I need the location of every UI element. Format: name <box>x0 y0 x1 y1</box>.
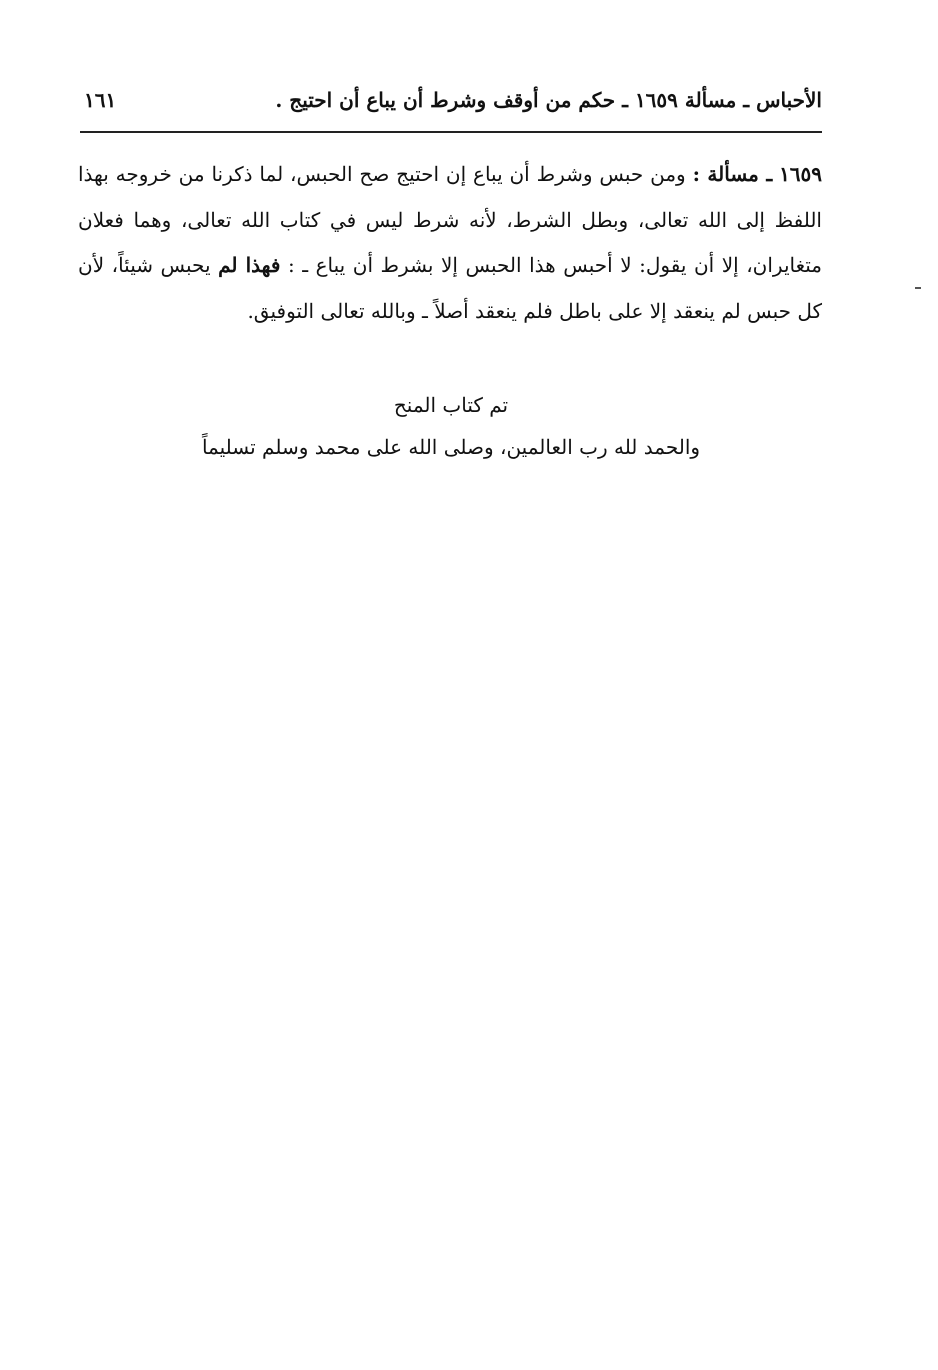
issue-label: ـ مسألة : <box>692 162 773 186</box>
closing-block <box>80 384 822 468</box>
page-number: ١٦١ <box>84 88 117 112</box>
issue-paragraph <box>78 152 822 334</box>
scan-mark <box>915 287 921 289</box>
running-header <box>80 82 822 118</box>
header-divider <box>80 131 822 133</box>
book-end-line: تم كتاب المنح <box>393 393 509 417</box>
issue-text-continued: يحبس شيئاً، لأن كل حبس لم ينعقد إلا على باطل فلم ينعقد أصلاً ـ وبالله تعالى التوفيق. <box>78 253 822 323</box>
issue-number: ١٦٥٩ <box>779 162 823 186</box>
issue-text: ومن حبس وشرط أن يباع إن احتيج صح الحبس، لما ذكرنا من خروجه بهذا اللفظ إلى الله تعالى، وبطل الشرط، لأنه شرط ليس في كتاب الله تعالى، وهما فعلان متغايران، إلا أن يقول: لا أحبس هذا الحبس إلا بشرط أن يباع ـ : <box>78 162 823 277</box>
doxology-line: والحمد لله رب العالمين، وصلى الله على محمد وسلم تسليماً <box>201 435 701 459</box>
issue-emphasis: فهذا لم <box>218 253 281 277</box>
header-title: الأحباس ـ مسألة ١٦٥٩ ـ حكم من أوقف وشرط أن يباع أن احتيج . <box>275 88 822 112</box>
